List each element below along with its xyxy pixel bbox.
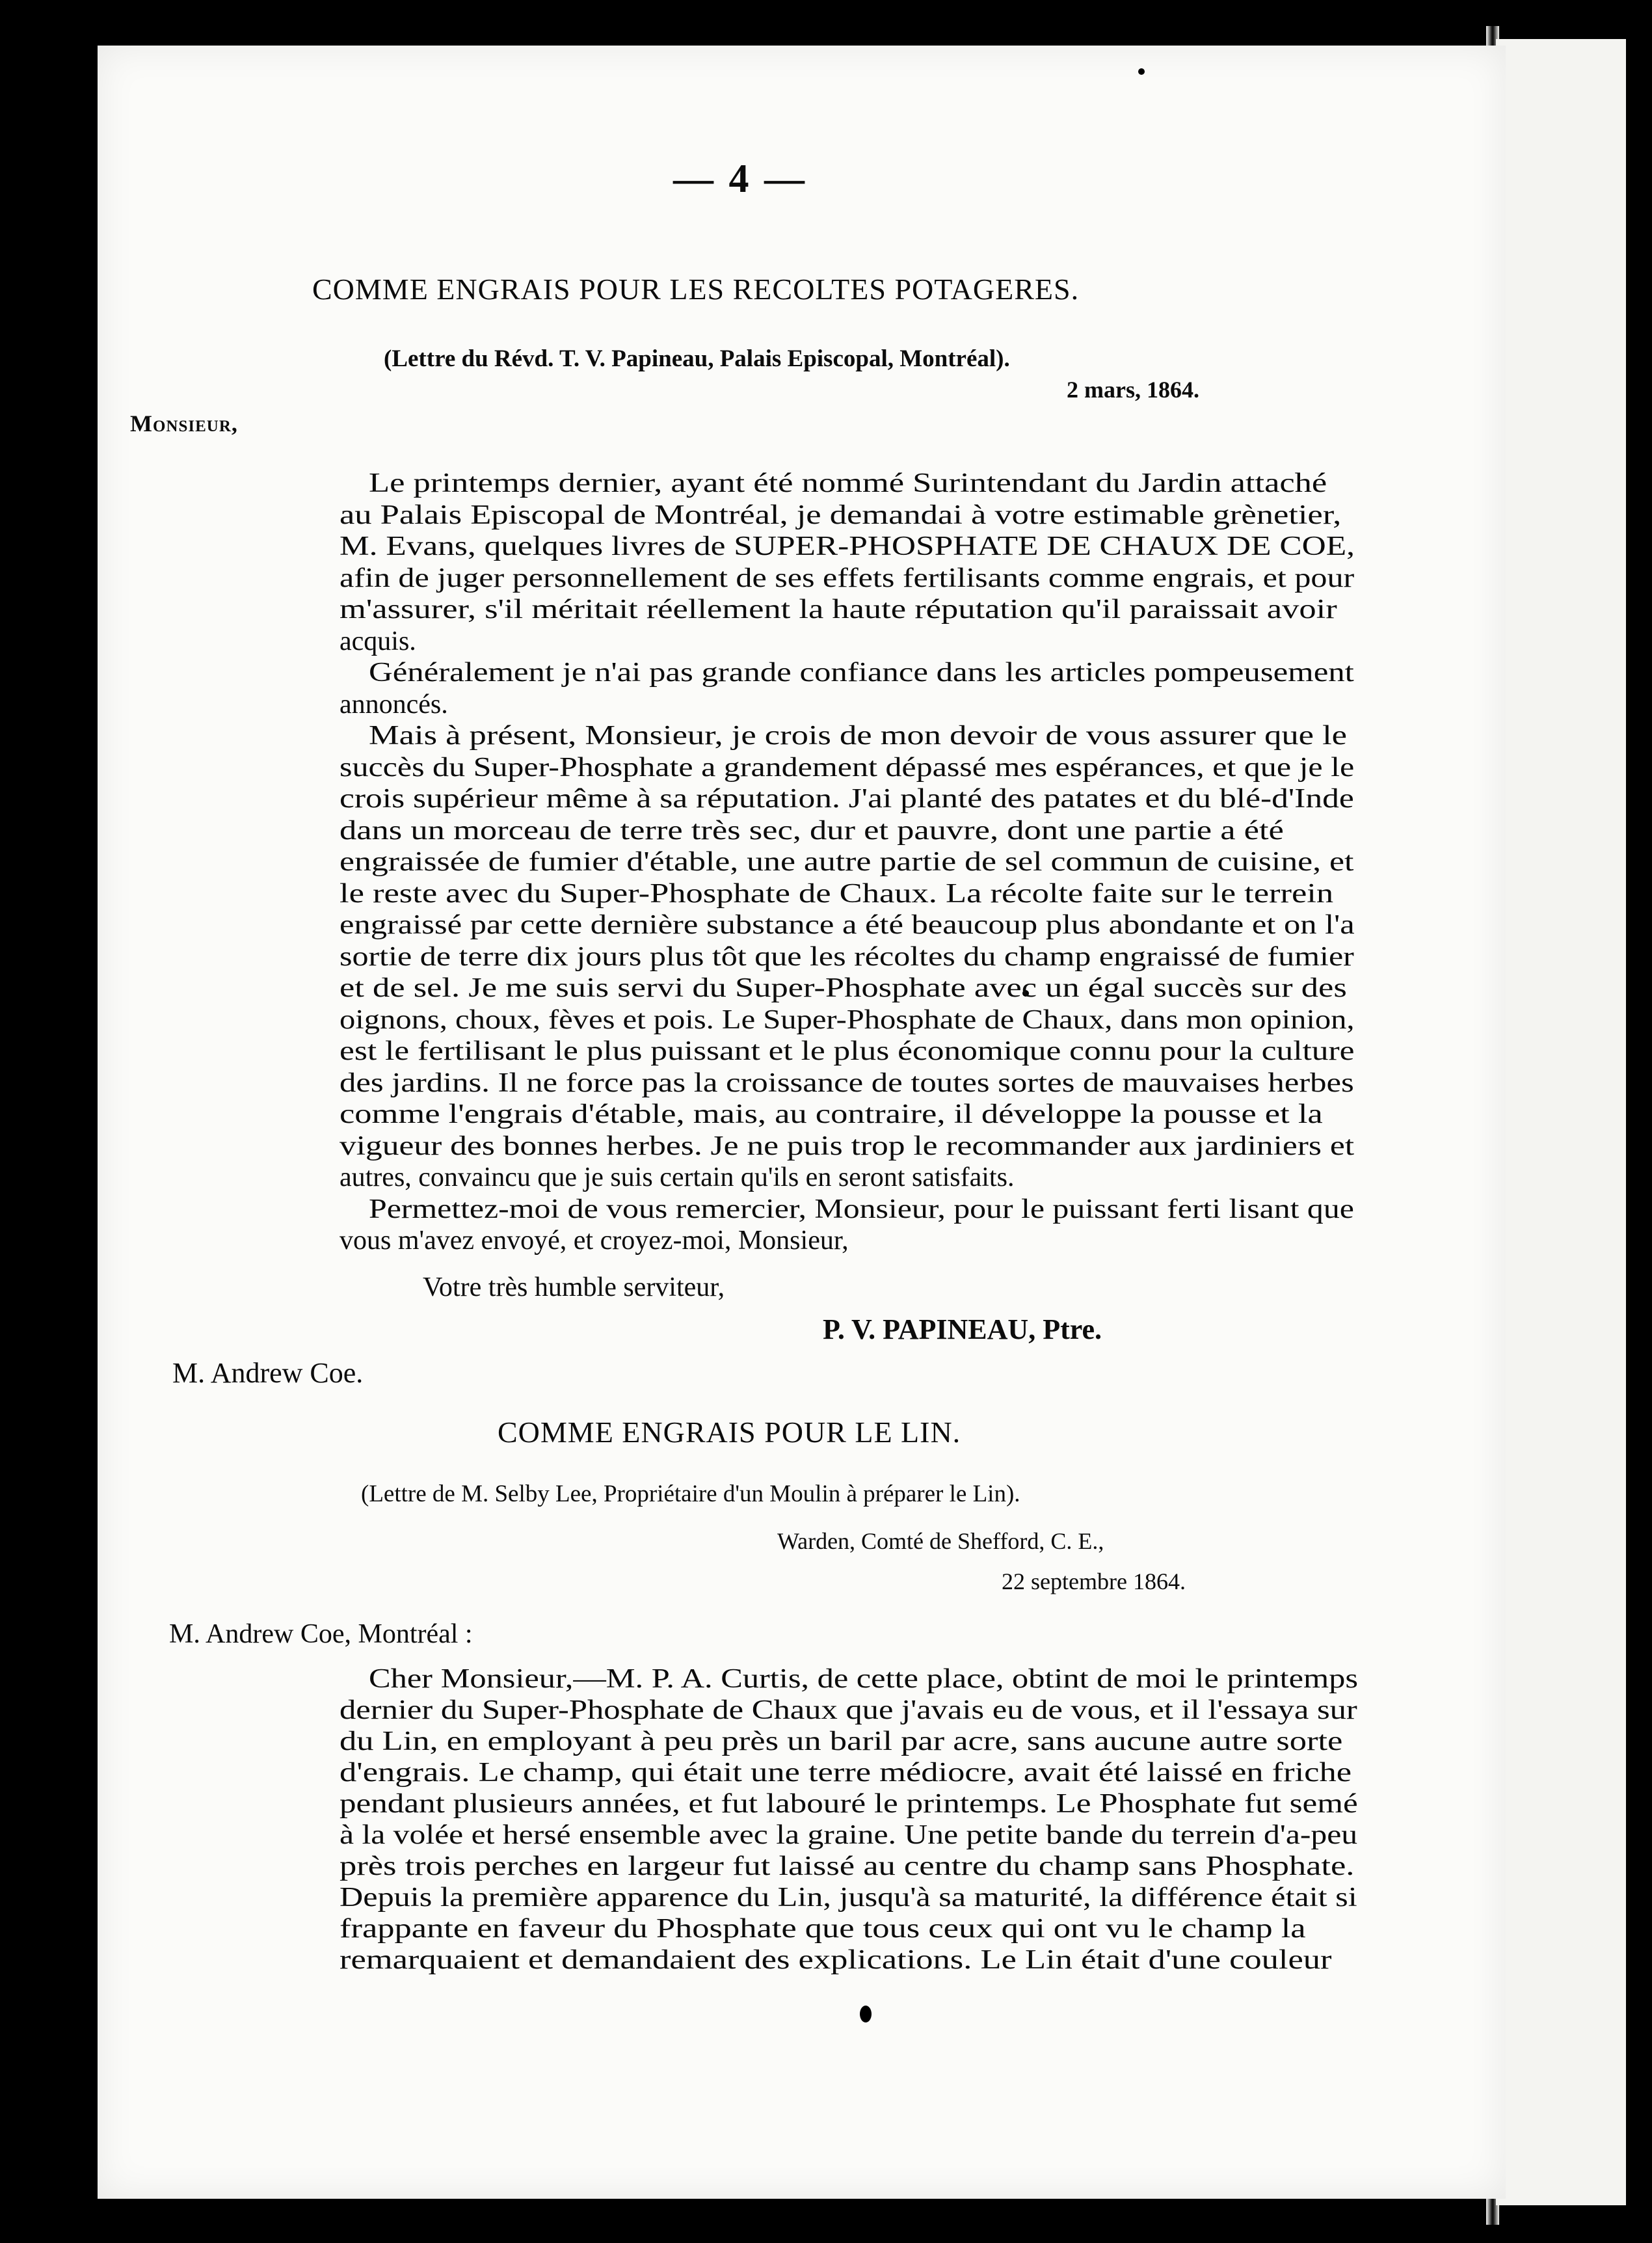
page-number: — 4 — — [673, 157, 807, 201]
body-line: Cher Monsieur,—M. P. A. Curtis, de cette place, obtint de moi le printemps — [369, 1664, 1358, 1694]
section-heading-lin: COMME ENGRAIS POUR LE LIN. — [498, 1416, 961, 1449]
body-line: pendant plusieurs années, et fut labouré le printemps. Le Phosphate fut semé — [340, 1789, 1358, 1819]
letter-place: Warden, Comté de Shefford, C. E., — [777, 1528, 1104, 1554]
body-line: et de sel. Je me suis servi du Super-Phosphate avec un égal succès sur des — [340, 973, 1347, 1003]
body-line: d'engrais. Le champ, qui était une terre médiocre, avait été laissé en friche — [340, 1758, 1352, 1788]
body-line: près trois perches en largeur fut laissé au centre du champ sans Phosphate. — [340, 1851, 1355, 1881]
body-line: oignons, choux, fèves et pois. Le Super-Phosphate de Chaux, dans mon opinion, — [340, 1004, 1355, 1035]
body-line: afin de juger personnellement de ses effets fertilisants comme engrais, et pour — [340, 563, 1355, 593]
addressee: M. Andrew Coe. — [172, 1357, 364, 1389]
body-line: Depuis la première apparence du Lin, jusqu'à sa maturité, la différence était si — [340, 1883, 1357, 1913]
body-line: crois supérieur même à sa réputation. J'ai planté des patates et du blé-d'Inde — [340, 784, 1354, 814]
facing-page-edge — [1496, 39, 1626, 2205]
ink-speck — [860, 2006, 872, 2022]
body-line: succès du Super-Phosphate a grandement dépassé mes espérances, et que je le — [340, 752, 1355, 783]
body-line: du Lin, en employant à peu près un baril par acre, sans aucune autre sorte — [340, 1726, 1343, 1756]
body-line: vous m'avez envoyé, et croyez-moi, Monsieur, — [340, 1226, 849, 1256]
body-line: annoncés. — [340, 689, 448, 719]
body-line: le reste avec du Super-Phosphate de Chaux. La récolte faite sur le terrein — [340, 878, 1334, 909]
body-line: engraissée de fumier d'étable, une autre partie de sel commun de cuisine, et — [340, 847, 1354, 877]
body-line: Mais à présent, Monsieur, je crois de mon devoir de vous assurer que le — [369, 721, 1347, 751]
section-heading-potageres: COMME ENGRAIS POUR LES RECOLTES POTAGERES. — [312, 273, 1080, 306]
body-line: des jardins. Il ne force pas la croissance de toutes sortes de mauvaises herbes — [340, 1068, 1354, 1098]
letter-date: 2 mars, 1864. — [1067, 377, 1199, 403]
body-line: comme l'engrais d'étable, mais, au contraire, il développe la pousse et la — [340, 1099, 1323, 1129]
body-line: dans un morceau de terre très sec, dur et pauvre, dont une partie a été — [340, 815, 1284, 846]
body-line: m'assurer, s'il méritait réellement la haute réputation qu'il paraissait avoir — [340, 595, 1337, 625]
closing-phrase: Votre très humble serviteur, — [423, 1272, 725, 1302]
body-line: engraissé par cette dernière substance a été beaucoup plus abondante et on l'a — [340, 910, 1355, 940]
body-line: remarquaient et demandaient des explications. Le Lin était d'une couleur — [340, 1945, 1332, 1975]
ink-speck — [1138, 68, 1145, 75]
body-line: frappante en faveur du Phosphate que tous ceux qui ont vu le champ la — [340, 1914, 1306, 1944]
letter-date: 22 septembre 1864. — [1002, 1568, 1186, 1594]
body-line: M. Evans, quelques livres de SUPER-PHOSPHATE DE CHAUX DE COE, — [340, 531, 1355, 561]
signature: P. V. PAPINEAU, Ptre. — [823, 1313, 1102, 1345]
body-line: acquis. — [340, 626, 416, 656]
salutation: M. Andrew Coe, Montréal : — [169, 1619, 473, 1649]
body-line: autres, convaincu que je suis certain qu'ils en seront satisfaits. — [340, 1162, 1015, 1192]
salutation: Monsieur, — [130, 410, 238, 437]
letter-credit: (Lettre de M. Selby Lee, Propriétaire d'un Moulin à préparer le Lin). — [361, 1481, 1020, 1507]
letter-credit: (Lettre du Révd. T. V. Papineau, Palais Episcopal, Montréal). — [384, 345, 1010, 372]
body-line: dernier du Super-Phosphate de Chaux que j'avais eu de vous, et il l'essaya sur — [340, 1695, 1357, 1725]
body-line: Permettez-moi de vous remercier, Monsieur, pour le puissant ferti lisant que — [369, 1194, 1354, 1224]
body-line: vigueur des bonnes herbes. Je ne puis trop le recommander aux jardiniers et — [340, 1131, 1355, 1161]
body-line: est le fertilisant le plus puissant et le plus économique connu pour la culture — [340, 1036, 1355, 1066]
body-line: Le printemps dernier, ayant été nommé Surintendant du Jardin attaché — [369, 468, 1327, 498]
body-line: au Palais Episcopal de Montréal, je demandai à votre estimable grènetier, — [340, 500, 1342, 530]
body-line: Généralement je n'ai pas grande confiance dans les articles pompeusement — [369, 658, 1354, 688]
body-line: sortie de terre dix jours plus tôt que les récoltes du champ engraissé de fumier — [340, 941, 1354, 972]
body-line: à la volée et hersé ensemble avec la graine. Une petite bande du terrein d'a-peu — [340, 1820, 1358, 1850]
